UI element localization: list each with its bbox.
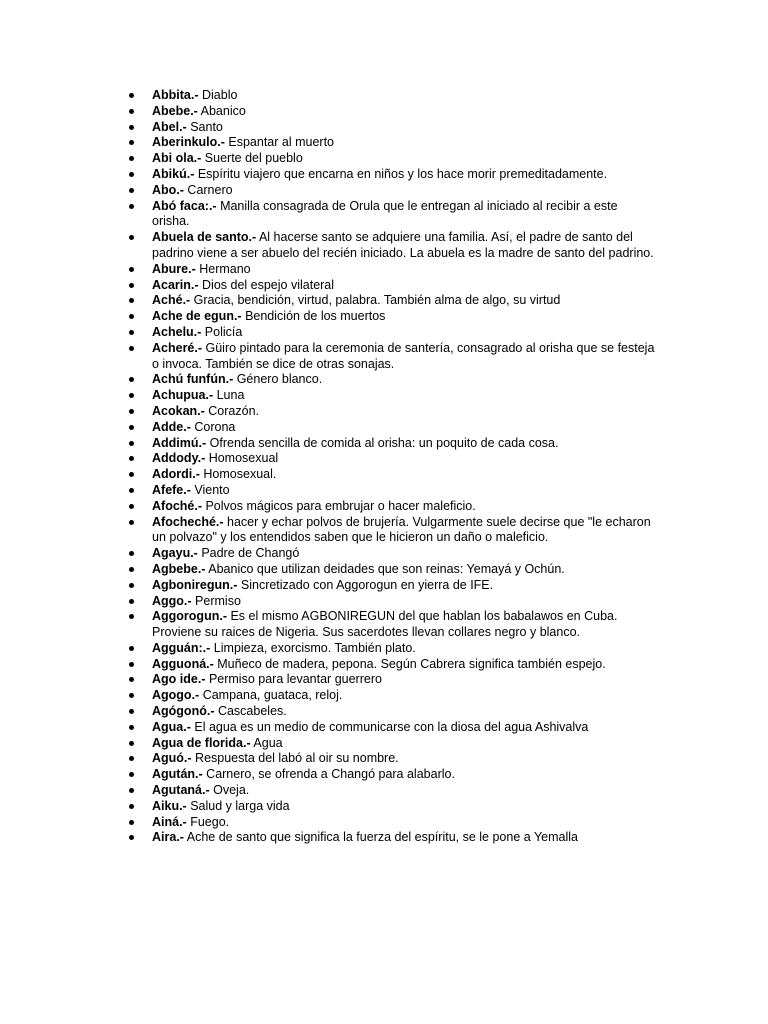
bullet-icon — [129, 583, 134, 588]
entry-definition: Padre de Changó — [197, 546, 300, 561]
entry-definition: Agua — [250, 735, 283, 750]
entry-definition: Al hacerse santo se adquiere una familia. Así, el padre de santo del padrino viene a ser abuelo del recién iniciado. La abuela es la madre de santo del padrino. — [152, 230, 654, 260]
bullet-icon — [129, 599, 134, 604]
bullet-icon — [129, 520, 134, 525]
bullet-icon — [129, 504, 134, 509]
entry-definition: Espantar al muerto — [224, 135, 335, 150]
glossary-entry — [152, 120, 658, 136]
glossary-entry — [152, 799, 658, 815]
glossary-entry — [152, 167, 658, 183]
glossary-entry — [152, 183, 658, 199]
entry-definition: Homosexual — [205, 451, 279, 466]
entry-term: Afoché.- — [152, 498, 202, 513]
glossary-entry — [152, 751, 658, 767]
entry-definition: Ache de santo que significa la fuerza del espíritu, se le pone a Yemalla — [183, 830, 578, 845]
bullet-icon — [129, 772, 134, 777]
glossary-entry — [152, 830, 658, 846]
glossary-entry — [152, 135, 658, 151]
entry-definition: Sincretizado con Aggorogun en yierra de IFE. — [237, 577, 494, 592]
bullet-icon — [129, 835, 134, 840]
entry-term: Addody.- — [152, 451, 206, 466]
entry-term: Afocheché.- — [152, 514, 224, 529]
entry-definition: Güiro pintado para la ceremonia de santería, consagrado al orisha que se festeja o invoca. También se dice de otras sonajas. — [152, 340, 655, 371]
glossary-entry — [152, 783, 658, 799]
entry-definition: Suerte del pueblo — [201, 151, 303, 166]
bullet-icon — [129, 393, 134, 398]
entry-definition: Muñeco de madera, pepona. Según Cabrera significa también espejo. — [213, 656, 606, 671]
entry-definition: Campana, guataca, reloj. — [199, 688, 343, 703]
entry-term: Ache de egun.- — [152, 309, 242, 324]
bullet-icon — [129, 693, 134, 698]
entry-term: Adordi.- — [152, 467, 200, 482]
bullet-icon — [129, 804, 134, 809]
entry-definition: Fuego. — [186, 814, 230, 829]
entry-term: Afefe.- — [152, 482, 191, 497]
entry-definition: Abanico — [197, 103, 246, 118]
entry-definition: Limpieza, exorcismo. También plato. — [210, 640, 416, 655]
bullet-icon — [129, 283, 134, 288]
entry-definition: Permiso para levantar guerrero — [205, 672, 382, 687]
glossary-entry — [152, 388, 658, 404]
bullet-icon — [129, 330, 134, 335]
glossary-entry — [152, 467, 658, 483]
entry-definition: Respuesta del labó al oir su nombre. — [191, 751, 399, 766]
glossary-entry — [152, 404, 658, 420]
entry-definition: Salud y larga vida — [186, 798, 290, 813]
entry-definition: Permiso — [191, 593, 241, 608]
glossary-entry — [152, 293, 658, 309]
glossary-entry — [152, 609, 658, 641]
bullet-icon — [129, 441, 134, 446]
entry-definition: Policía — [201, 324, 243, 339]
entry-definition: hacer y echar polvos de brujería. Vulgarmente suele decirse que "le echaron un polvazo" y los entendidos saben que le hicieron un daño o maleficio. — [152, 514, 651, 545]
bullet-icon — [129, 677, 134, 682]
entry-definition: Oveja. — [209, 783, 250, 798]
glossary-entry — [152, 372, 658, 388]
bullet-icon — [129, 551, 134, 556]
bullet-icon — [129, 298, 134, 303]
entry-definition: Carnero, se ofrenda a Changó para alabarlo. — [202, 767, 455, 782]
entry-term: Aguó.- — [152, 751, 192, 766]
entry-definition: Manilla consagrada de Orula que le entregan al iniciado al recibir a este orisha. — [152, 198, 618, 229]
entry-term: Agutaná.- — [152, 783, 210, 798]
entry-term: Abikú.- — [152, 166, 195, 181]
bullet-icon — [129, 646, 134, 651]
entry-term: Agua de florida.- — [152, 735, 251, 750]
glossary-entry — [152, 720, 658, 736]
glossary-entry — [152, 341, 658, 373]
entry-definition: Cascabeles. — [214, 704, 287, 719]
bullet-icon — [129, 125, 134, 130]
bullet-icon — [129, 725, 134, 730]
entry-definition: Luna — [213, 388, 245, 403]
bullet-icon — [129, 409, 134, 414]
glossary-entry — [152, 562, 658, 578]
entry-term: Ainá.- — [152, 814, 187, 829]
glossary-entry — [152, 104, 658, 120]
entry-definition: Abanico que utilizan deidades que son reinas: Yemayá y Ochún. — [205, 561, 565, 576]
entry-term: Aggorogun.- — [152, 609, 227, 624]
glossary-entry — [152, 688, 658, 704]
entry-definition: Espíritu viajero que encarna en niños y los hace morir premeditadamente. — [194, 166, 608, 181]
glossary-entry — [152, 420, 658, 436]
glossary-entry — [152, 325, 658, 341]
entry-definition: Corazón. — [204, 403, 259, 418]
entry-term: Aiku.- — [152, 798, 187, 813]
entry-term: Achú funfún.- — [152, 372, 234, 387]
bullet-icon — [129, 709, 134, 714]
entry-term: Addimú.- — [152, 435, 207, 450]
entry-definition: Homosexual. — [199, 467, 277, 482]
entry-definition: Dios del espejo vilateral — [198, 277, 335, 292]
entry-term: Agguán:.- — [152, 640, 211, 655]
bullet-icon — [129, 156, 134, 161]
entry-term: Abó faca:.- — [152, 198, 217, 213]
entry-term: Abo.- — [152, 182, 184, 197]
bullet-icon — [129, 188, 134, 193]
bullet-icon — [129, 820, 134, 825]
bullet-icon — [129, 346, 134, 351]
bullet-icon — [129, 109, 134, 114]
entry-term: Abuela de santo.- — [152, 230, 257, 245]
bullet-icon — [129, 756, 134, 761]
entry-term: Achelu.- — [152, 324, 202, 339]
entry-term: Abel.- — [152, 119, 187, 134]
glossary-entry — [152, 672, 658, 688]
glossary-entry — [152, 88, 658, 104]
bullet-icon — [129, 456, 134, 461]
entry-term: Agután.- — [152, 767, 203, 782]
entry-definition: El agua es un medio de communicarse con la diosa del agua Ashivalva — [190, 719, 589, 734]
entry-definition: Hermano — [195, 261, 251, 276]
glossary-entry — [152, 815, 658, 831]
entry-definition: Carnero — [183, 182, 233, 197]
entry-definition: Gracia, bendición, virtud, palabra. También alma de algo, su virtud — [190, 293, 561, 308]
glossary-entry — [152, 499, 658, 515]
entry-term: Aché.- — [152, 293, 191, 308]
glossary-entry — [152, 546, 658, 562]
glossary-entry — [152, 436, 658, 452]
entry-term: Aggo.- — [152, 593, 192, 608]
glossary-entry — [152, 515, 658, 547]
glossary-entry — [152, 736, 658, 752]
bullet-icon — [129, 377, 134, 382]
glossary-entry — [152, 309, 658, 325]
glossary-entry — [152, 767, 658, 783]
entry-term: Acokan.- — [152, 403, 205, 418]
bullet-icon — [129, 614, 134, 619]
glossary-entry — [152, 657, 658, 673]
entry-definition: Es el mismo AGBONIREGUN del que hablan los babalawos en Cuba. Proviene su raices de Nigeria. Sus sacerdotes llevan collares negro y blanco. — [152, 609, 618, 640]
entry-definition: Polvos mágicos para embrujar o hacer maleficio. — [202, 498, 476, 513]
glossary-entry — [152, 199, 658, 231]
bullet-icon — [129, 472, 134, 477]
entry-definition: Género blanco. — [233, 372, 323, 387]
entry-term: Abure.- — [152, 261, 196, 276]
bullet-icon — [129, 314, 134, 319]
bullet-icon — [129, 425, 134, 430]
glossary-entry — [152, 262, 658, 278]
entry-term: Aira.- — [152, 830, 184, 845]
glossary-entry — [152, 451, 658, 467]
entry-term: Abebe.- — [152, 103, 198, 118]
entry-term: Agboniregun.- — [152, 577, 238, 592]
glossary-entry — [152, 594, 658, 610]
entry-definition: Diablo — [198, 88, 238, 102]
entry-term: Agguoná.- — [152, 656, 214, 671]
entry-term: Agogo.- — [152, 688, 200, 703]
glossary-entry — [152, 483, 658, 499]
bullet-icon — [129, 140, 134, 145]
bullet-icon — [129, 788, 134, 793]
bullet-icon — [129, 93, 134, 98]
glossary-entry — [152, 230, 658, 262]
bullet-icon — [129, 172, 134, 177]
bullet-icon — [129, 267, 134, 272]
entry-term: Achupua.- — [152, 388, 214, 403]
glossary-entry — [152, 578, 658, 594]
entry-term: Agayu.- — [152, 546, 198, 561]
entry-definition: Viento — [190, 482, 230, 497]
entry-definition: Santo — [186, 119, 223, 134]
glossary-entry — [152, 704, 658, 720]
entry-term: Aberinkulo.- — [152, 135, 225, 150]
glossary-entry — [152, 278, 658, 294]
entry-term: Adde.- — [152, 419, 191, 434]
entry-term: Ago ide.- — [152, 672, 206, 687]
entry-term: Abi ola.- — [152, 151, 202, 166]
entry-term: Acheré.- — [152, 340, 203, 355]
bullet-icon — [129, 204, 134, 209]
bullet-icon — [129, 488, 134, 493]
entry-definition: Ofrenda sencilla de comida al orisha: un poquito de cada cosa. — [206, 435, 559, 450]
entry-term: Abbita.- — [152, 88, 199, 102]
glossary-entry — [152, 641, 658, 657]
entry-term: Agua.- — [152, 719, 191, 734]
glossary-entry — [152, 151, 658, 167]
bullet-icon — [129, 662, 134, 667]
entry-term: Agbebe.- — [152, 561, 206, 576]
entry-definition: Bendición de los muertos — [241, 309, 386, 324]
bullet-icon — [129, 567, 134, 572]
bullet-icon — [129, 235, 134, 240]
glossary-list — [152, 88, 658, 846]
entry-term: Acarin.- — [152, 277, 199, 292]
entry-term: Agógonó.- — [152, 704, 215, 719]
bullet-icon — [129, 741, 134, 746]
entry-definition: Corona — [190, 419, 236, 434]
